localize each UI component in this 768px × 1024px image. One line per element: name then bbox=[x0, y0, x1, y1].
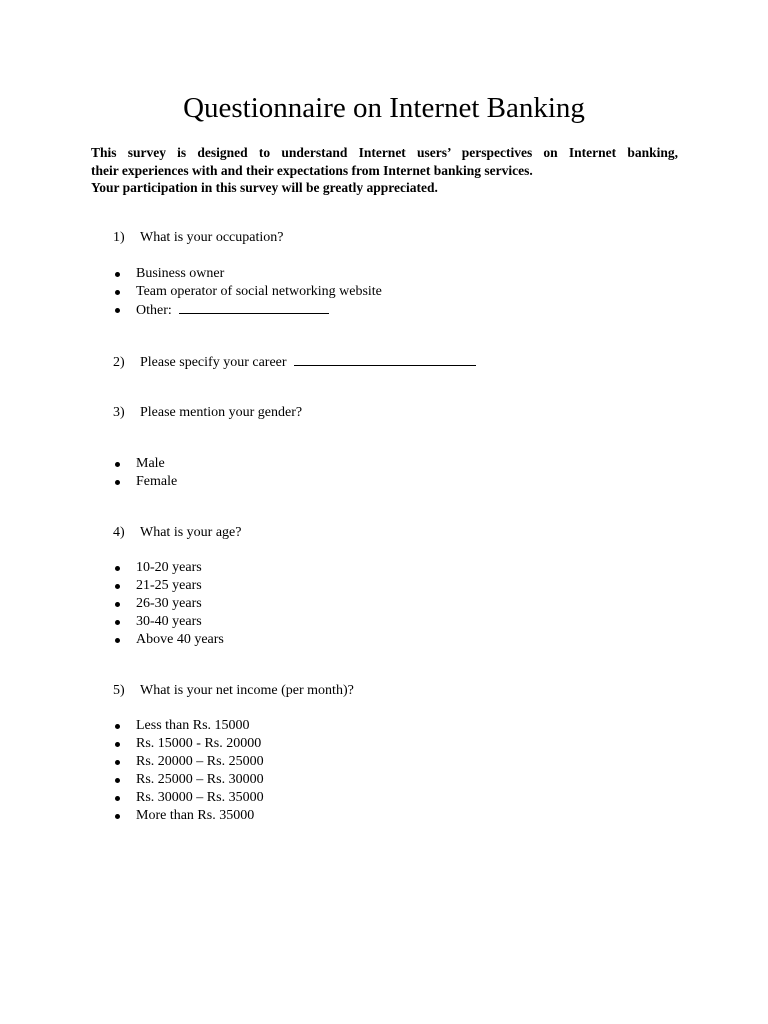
option-item[interactable] bbox=[113, 771, 264, 789]
question-5-options bbox=[113, 717, 264, 825]
question-1-options bbox=[113, 265, 382, 320]
question-text: Please mention your gender? bbox=[140, 405, 303, 420]
page-title: Questionnaire on Internet Banking bbox=[183, 92, 585, 124]
question-number: 5) bbox=[113, 683, 125, 698]
option-label: 21-25 years bbox=[136, 578, 202, 593]
question-5 bbox=[113, 682, 354, 700]
intro-line-3: Your participation in this survey will be greatly appreciated. bbox=[91, 180, 438, 195]
option-item[interactable] bbox=[113, 283, 382, 301]
question-3-options bbox=[113, 455, 177, 491]
option-label: Rs. 15000 - Rs. 20000 bbox=[136, 736, 262, 751]
question-4-options bbox=[113, 559, 224, 649]
question-4 bbox=[113, 524, 241, 542]
question-text: What is your occupation? bbox=[140, 230, 284, 245]
option-label: Less than Rs. 15000 bbox=[136, 718, 250, 733]
question-2 bbox=[113, 353, 476, 372]
option-label: Other: bbox=[136, 303, 172, 318]
option-item[interactable] bbox=[113, 473, 177, 491]
career-blank[interactable] bbox=[294, 353, 476, 366]
option-item[interactable] bbox=[113, 455, 177, 473]
question-text: What is your age? bbox=[140, 525, 242, 540]
option-item[interactable] bbox=[113, 735, 264, 753]
option-item[interactable] bbox=[113, 753, 264, 771]
intro-line-2: their experiences with and their expectations from Internet banking services. bbox=[91, 162, 533, 178]
question-text: What is your net income (per month)? bbox=[140, 683, 354, 698]
option-item[interactable] bbox=[113, 595, 224, 613]
option-label: 10-20 years bbox=[136, 560, 202, 575]
option-label: 30-40 years bbox=[136, 614, 202, 629]
other-occupation-blank[interactable] bbox=[179, 301, 329, 314]
option-item[interactable] bbox=[113, 631, 224, 649]
question-3 bbox=[113, 404, 302, 422]
option-label: Above 40 years bbox=[136, 632, 224, 647]
option-label: More than Rs. 35000 bbox=[136, 808, 255, 823]
option-item[interactable] bbox=[113, 807, 264, 825]
option-label: Business owner bbox=[136, 266, 225, 281]
option-label: Team operator of social networking website bbox=[136, 284, 382, 299]
option-item[interactable] bbox=[113, 559, 224, 577]
question-number: 3) bbox=[113, 405, 125, 420]
intro-paragraph bbox=[91, 144, 678, 197]
question-text: Please specify your career bbox=[140, 355, 287, 370]
option-item[interactable] bbox=[113, 717, 264, 735]
option-label: Male bbox=[136, 456, 165, 471]
option-label: Female bbox=[136, 474, 178, 489]
question-number: 1) bbox=[113, 230, 125, 245]
option-item[interactable] bbox=[113, 265, 382, 283]
option-item[interactable] bbox=[113, 301, 382, 320]
option-label: Rs. 30000 – Rs. 35000 bbox=[136, 790, 264, 805]
option-label: Rs. 20000 – Rs. 25000 bbox=[136, 754, 264, 769]
intro-line-1: This survey is designed to understand Internet users’ perspectives on Internet banking, bbox=[91, 145, 678, 160]
question-number: 2) bbox=[113, 355, 125, 370]
option-label: Rs. 25000 – Rs. 30000 bbox=[136, 772, 264, 787]
option-label: 26-30 years bbox=[136, 596, 202, 611]
question-number: 4) bbox=[113, 525, 125, 540]
option-item[interactable] bbox=[113, 789, 264, 807]
option-item[interactable] bbox=[113, 577, 224, 595]
question-1 bbox=[113, 229, 283, 247]
option-item[interactable] bbox=[113, 613, 224, 631]
